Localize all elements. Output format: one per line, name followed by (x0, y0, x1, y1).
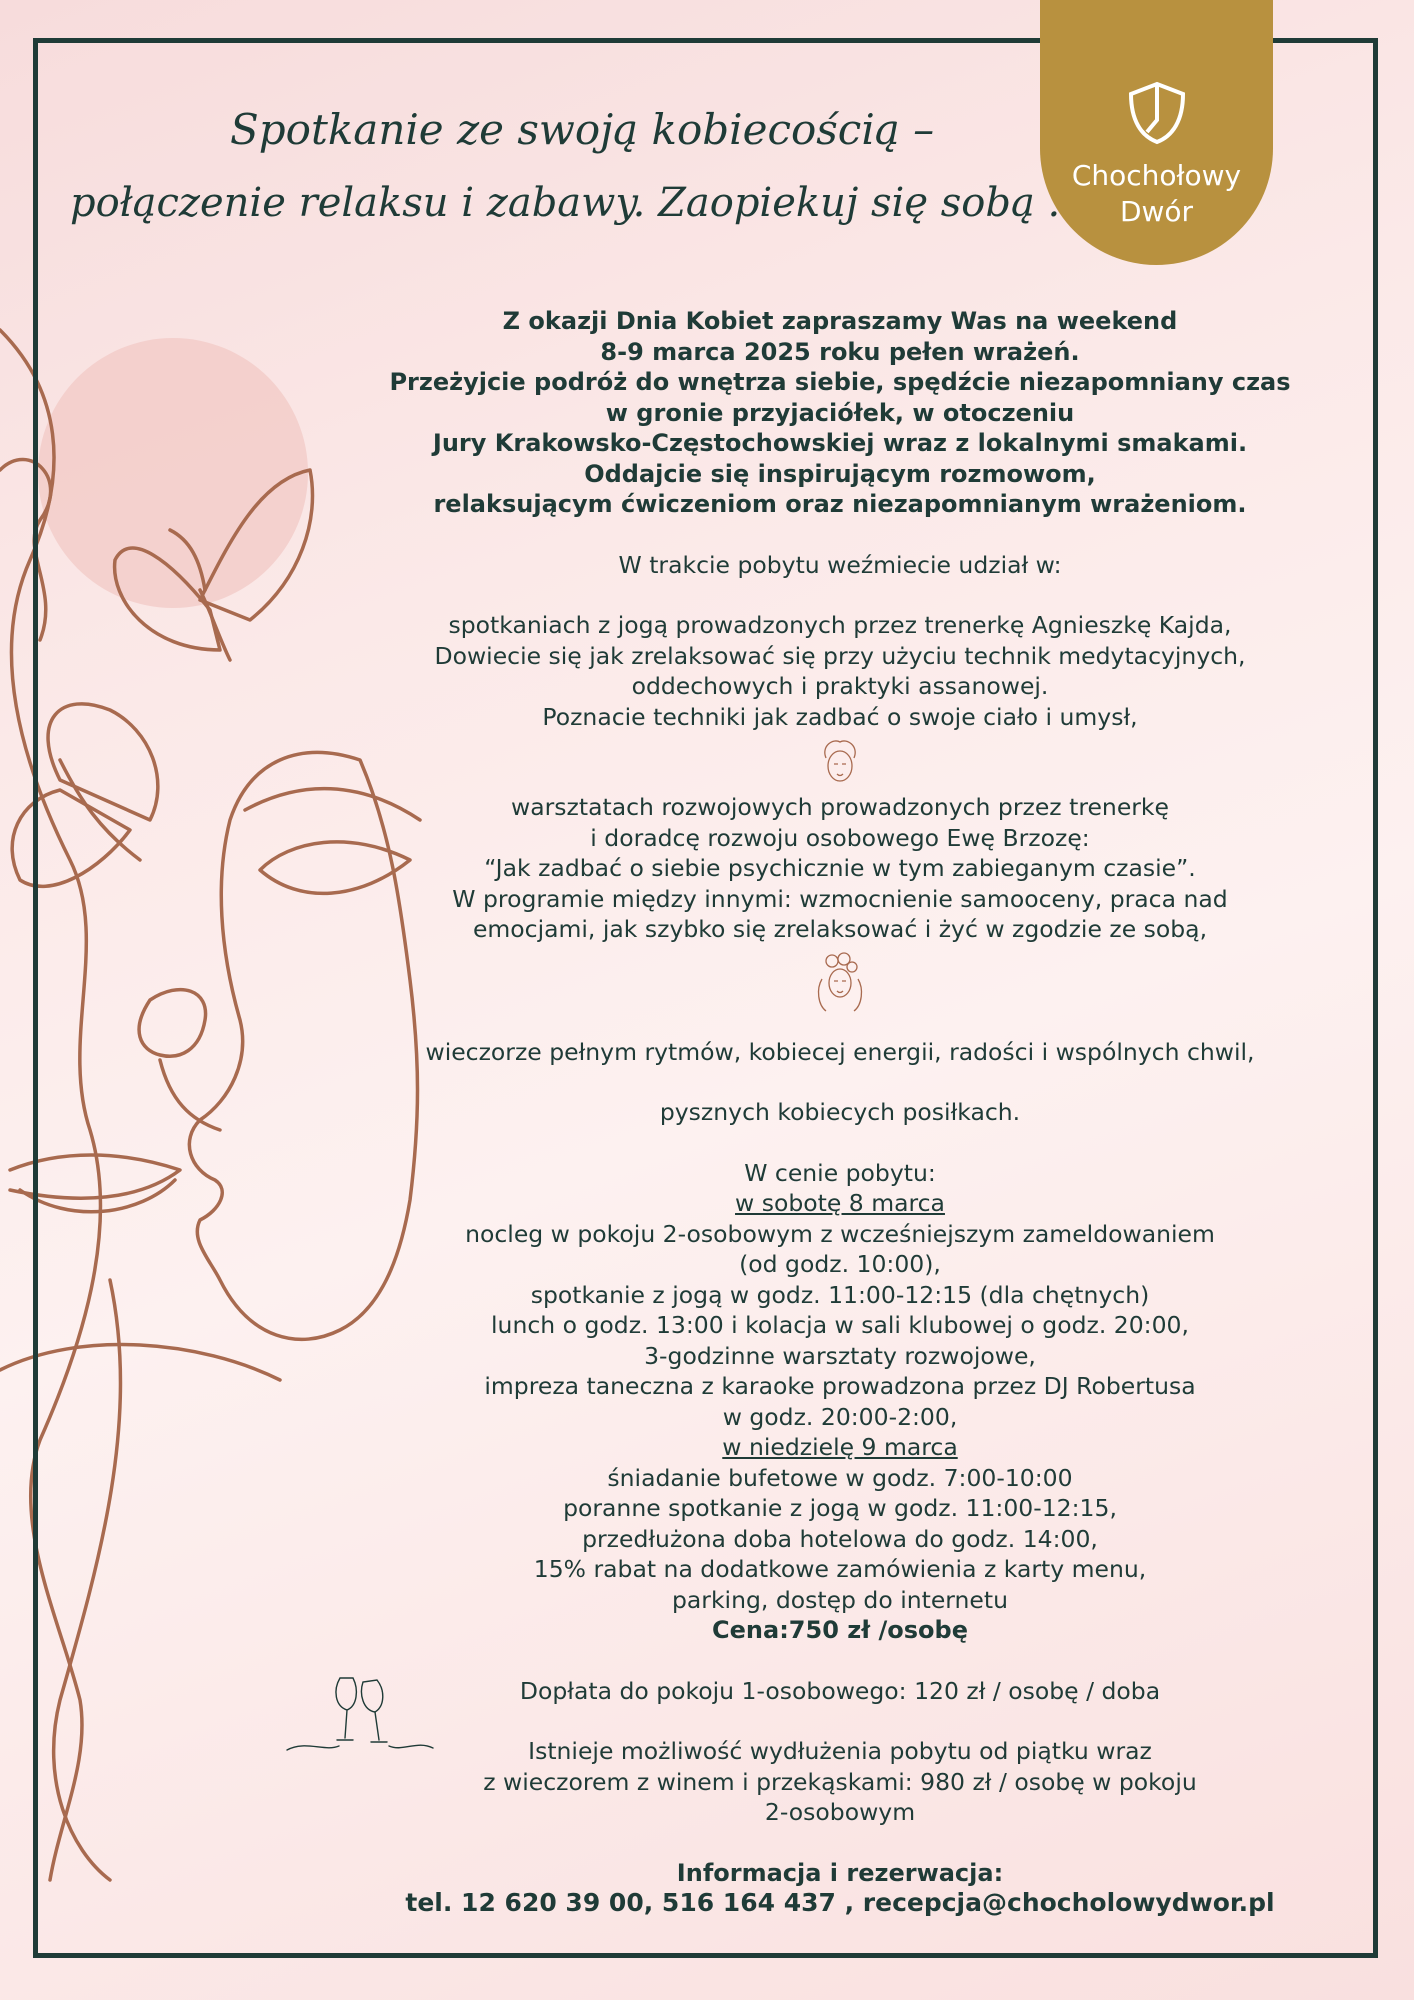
yoga-line: oddechowych i praktyki assanowej. (631, 672, 1049, 700)
saturday-item: 3-godzinne warsztaty rozwojowe, (644, 1341, 1036, 1370)
yoga-line: Poznacie techniki jak zadbać o swoje ciało i umysł, (542, 702, 1138, 731)
intro-line: Z okazji Dnia Kobiet zapraszamy Was na weekend (502, 307, 1178, 335)
intro-block (355, 306, 1325, 520)
workshops-block (355, 792, 1325, 945)
price-heading: W cenie pobytu: (744, 1158, 936, 1187)
sunday-item: 15% rabat na dodatkowe zamówienia z karty menu, (533, 1555, 1147, 1583)
sunday-heading: w niedzielę 9 marca (722, 1433, 958, 1461)
intro-line: Oddajcie się inspirującym rozmowom, (584, 459, 1096, 488)
single-supplement: Dopłata do pokoju 1-osobowego: 120 zł / osobę / doba (519, 1676, 1161, 1705)
saturday-item: spotkanie z jogą w godz. 11:00-12:15 (dla chętnych) (530, 1280, 1150, 1309)
intro-line: relaksującym ćwiczeniom oraz niezapomnianym wrażeniom. (433, 490, 1247, 518)
logo-name-line2: Dwór (1119, 195, 1194, 228)
intro-line: 8-9 marca 2025 roku pełen wrażeń. (600, 337, 1080, 366)
contact-details: tel. 12 620 39 00, 516 164 437 , recepcja@chocholowydwor.pl (405, 1888, 1275, 1917)
contact-heading: Informacja i rezerwacja: (676, 1858, 1004, 1887)
saturday-item: (od godz. 10:00), (739, 1250, 941, 1278)
intro-line: Jury Krakowsko-Częstochowskiej wraz z lokalnymi smakami. (432, 429, 1248, 457)
workshop-line: i doradcę rozwoju osobowego Ewę Brzozę: (590, 823, 1090, 852)
shield-logo-icon (1125, 80, 1189, 146)
saturday-item: lunch o godz. 13:00 i kolacja w sali klubowej o godz. 20:00, (491, 1311, 1189, 1339)
intro-line: Przeżyjcie podróż do wnętrza siebie, spędźcie niezapomniany czas (389, 368, 1291, 396)
logo-badge (1040, 0, 1273, 265)
evening-line: wieczorze pełnym rytmów, kobiecej energii, radości i wspólnych chwil, (425, 1037, 1255, 1066)
wine-glasses-icon (285, 1670, 435, 1760)
workshop-line: warsztatach rozwojowych prowadzonych przez trenerkę (511, 793, 1169, 821)
extension-block (355, 1736, 1325, 1828)
script-heading-line2: połączenie relaksu i zabawy. Zaopiekuj się sobą . (70, 180, 1061, 226)
sunday-item: śniadanie bufetowe w godz. 7:00-10:00 (607, 1463, 1073, 1492)
price-section (355, 1158, 1325, 1646)
face-sketch-icon (813, 736, 867, 788)
saturday-heading: w sobotę 8 marca (735, 1189, 945, 1217)
meals-line: pysznych kobiecych posiłkach. (659, 1098, 1021, 1126)
main-content (355, 306, 1325, 1919)
saturday-item: w godz. 20:00-2:00, (722, 1402, 958, 1431)
intro-line: w gronie przyjaciółek, w otoczeniu (605, 398, 1075, 427)
saturday-item: impreza taneczna z karaoke prowadzona przez DJ Robertusa (484, 1372, 1196, 1400)
participation-heading: W trakcie pobytu weźmiecie udział w: (618, 550, 1062, 579)
workshop-line: W programie między innymi: wzmocnienie samooceny, praca nad (452, 884, 1228, 913)
sunday-item: poranne spotkanie z jogą w godz. 11:00-12:15, (563, 1494, 1117, 1522)
yoga-block (355, 610, 1325, 732)
sunday-item: przedłużona doba hotelowa do godz. 14:00, (582, 1524, 1098, 1553)
saturday-item: nocleg w pokoju 2-osobowym z wcześniejszym zameldowaniem (465, 1219, 1215, 1248)
logo-name-line1: Chochołowy (1071, 159, 1242, 192)
extension-line: Istnieje możliwość wydłużenia pobytu od piątku wraz (528, 1737, 1152, 1765)
face-flowers-icon (812, 949, 868, 1015)
workshop-line: “Jak zadbać o siebie psychicznie w tym zabieganym czasie”. (484, 854, 1196, 882)
price-value: Cena:750 zł /osobę (712, 1616, 968, 1644)
extension-line: z wieczorem z winem i przekąskami: 980 zł / osobę w pokoju (483, 1767, 1197, 1796)
yoga-line: spotkaniach z jogą prowadzonych przez trenerkę Agnieszkę Kajda, (448, 611, 1232, 639)
sunday-item: parking, dostęp do internetu (671, 1585, 1009, 1614)
yoga-line: Dowiecie się jak zrelaksować się przy użyciu technik medytacyjnych, (434, 641, 1246, 670)
extension-line: 2-osobowym (764, 1798, 916, 1826)
script-heading-line1: Spotkanie ze swoją kobiecością – (230, 105, 935, 154)
workshop-line: emocjami, jak szybko się zrelaksować i żyć w zgodzie ze sobą, (472, 915, 1208, 943)
